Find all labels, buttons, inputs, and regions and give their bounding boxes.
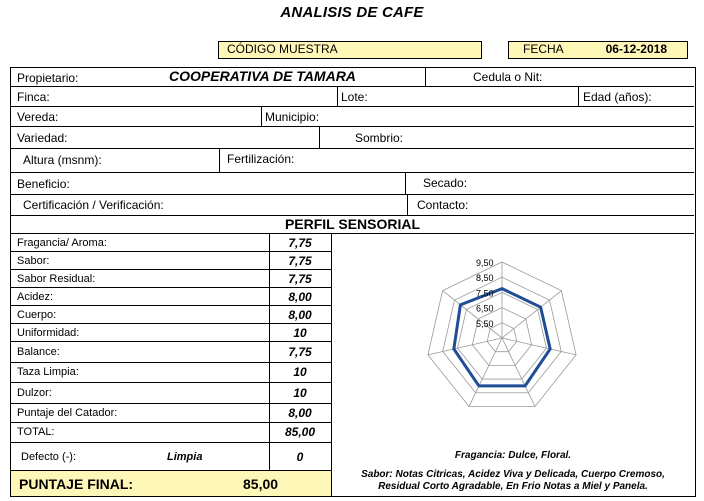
table-row-value: 8,00: [288, 290, 312, 304]
defecto-label: Defecto (-):: [21, 451, 77, 463]
sombrio-label: Sombrio:: [355, 131, 404, 145]
page-title: ANALISIS DE CAFE: [280, 4, 424, 21]
beneficio-label: Beneficio:: [17, 177, 70, 191]
code-sample-box: [218, 41, 482, 59]
cedula-label: Cedula o Nit:: [473, 70, 543, 84]
owner-value: COOPERATIVA DE TAMARA: [169, 68, 356, 84]
defecto-text: Limpia: [167, 451, 203, 463]
table-row-label: Uniformidad:: [17, 327, 80, 339]
fragrance-description: Fragancia: Dulce, Floral.: [454, 450, 572, 461]
contacto-label: Contacto:: [417, 198, 469, 212]
table-row-label: Cuerpo:: [17, 309, 57, 321]
edad-label: Edad (años):: [583, 90, 652, 104]
variedad-label: Variedad:: [17, 131, 68, 145]
radar-tick-label: 7,50: [476, 288, 494, 299]
radar-tick-label: 6,50: [476, 303, 494, 314]
date-box: [508, 41, 688, 59]
final-score-value: 85,00: [243, 476, 279, 492]
date-value: 06-12-2018: [605, 42, 667, 56]
secado-label: Secado:: [423, 176, 468, 190]
radar-spoke: [502, 338, 535, 406]
radar-spoke: [469, 338, 502, 406]
sensory-profile-header: PERFIL SENSORIAL: [284, 216, 421, 232]
table-row-label: Fragancia/ Aroma:: [17, 237, 107, 249]
table-row-label: Sabor Residual:: [17, 273, 96, 285]
analysis-form: [10, 67, 696, 497]
finca-label: Finca:: [17, 90, 50, 104]
table-row-value: 8,00: [288, 406, 312, 420]
table-row-value: 10: [293, 326, 307, 340]
owner-label: Propietario:: [17, 71, 79, 85]
defecto-value: 0: [296, 450, 304, 464]
table-row-label: Sabor:: [17, 255, 50, 267]
lote-label: Lote:: [341, 90, 368, 104]
table-row-label: TOTAL:: [17, 426, 55, 438]
table-row-value: 10: [293, 386, 307, 400]
table-row-label: Puntaje del Catador:: [17, 407, 118, 419]
altura-label: Altura (msnm):: [23, 153, 102, 167]
table-row-value: 10: [293, 365, 307, 379]
table-row-value: 7,75: [288, 345, 312, 359]
code-sample-label: CÓDIGO MUESTRA: [227, 42, 338, 56]
table-row-label: Balance:: [17, 346, 60, 358]
date-label: FECHA: [523, 42, 564, 56]
flavor-description-line2: Residual Corto Agradable, En Frio Notas a Miel y Panela.: [378, 481, 648, 492]
radar-tick-label: 9,50: [476, 258, 494, 268]
vereda-label: Vereda:: [17, 110, 59, 124]
table-row-label: Taza Limpia:: [17, 366, 79, 378]
table-row-value: 85,00: [284, 425, 316, 439]
certificacion-label: Certificación / Verificación:: [23, 198, 164, 212]
final-score-label: PUNTAJE FINAL:: [19, 476, 134, 492]
table-row-value: 7,75: [288, 254, 312, 268]
table-row-value: 7,75: [288, 236, 312, 250]
final-score-row: [11, 471, 331, 496]
table-row-label: Dulzor:: [17, 387, 52, 399]
flavor-description-line1: Sabor: Notas Citricas, Acidez Viva y Delicada, Cuerpo Cremoso,: [361, 469, 665, 480]
municipio-label: Municipio:: [265, 110, 320, 124]
radar-tick-label: 5,50: [476, 318, 494, 329]
table-row-value: 8,00: [288, 308, 312, 322]
sensory-radar-chart: [412, 258, 592, 418]
fertilizacion-label: Fertilización:: [227, 152, 295, 166]
radar-tick-label: 8,50: [476, 273, 494, 284]
table-row-label: Acidez:: [17, 291, 54, 303]
table-row-value: 7,75: [288, 272, 312, 286]
